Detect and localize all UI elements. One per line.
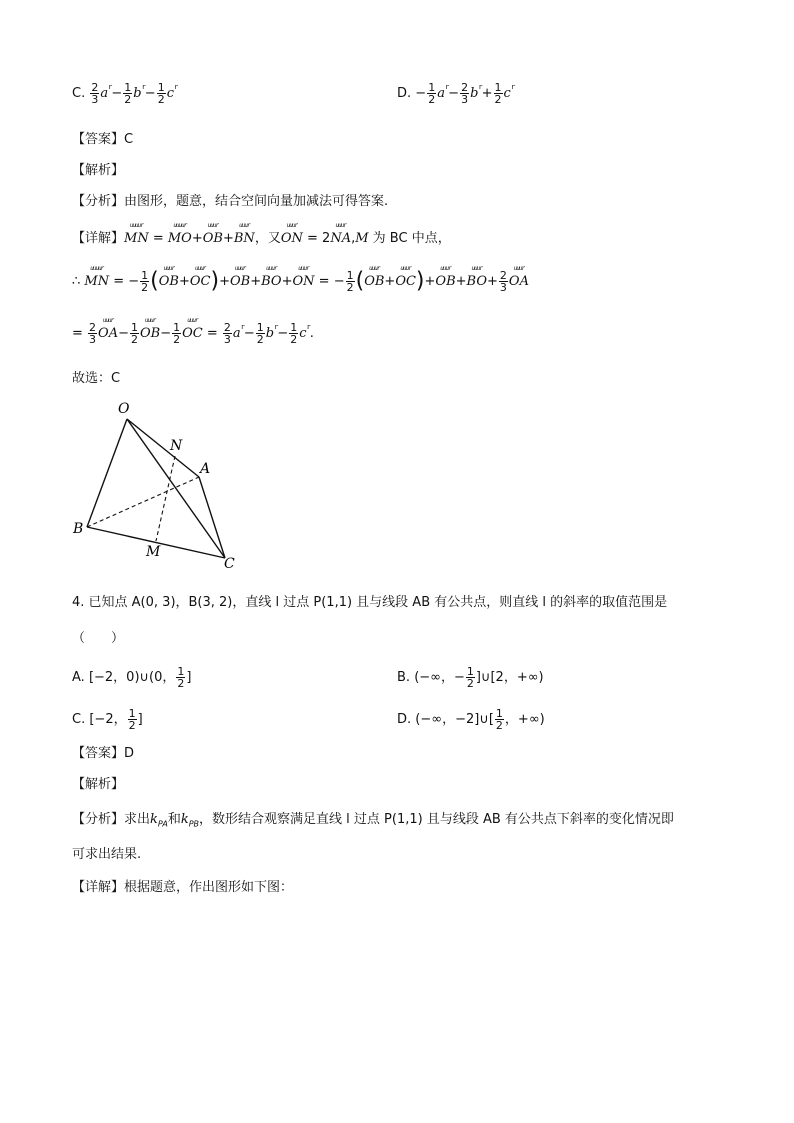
label-m: M [146,544,161,560]
q3-analysis-text: 由图形，题意，结合空间向量加减法可得答案. [124,194,389,209]
q4-option-d-den: 2 [495,719,503,732]
edge-ac [199,477,225,558]
q4-option-d-num: 1 [495,707,503,720]
q4-detail [72,879,293,897]
q4-option-c [72,708,143,731]
q4-answer: 【答案】D [72,746,135,761]
q3-detail-line1: 【详解】 uuuur MN = uuuur MO+ uuur OB+ uuur BN，又 uuur ON = 2 uuur NA,M 为 BC 中点， [72,222,451,246]
q3-detail-line3: = $\frac{2}{3}$ uuur OA− $\frac{1}{2}$ uuur OB− $\frac{1}{2}$ uuur OC = $\frac{2}{3}$ $a^r-$ $\frac{1}{2}$ $b^r-$ $\frac{1}{2}$ $c^r$. [72,317,314,346]
q4-option-c-pre: [−2， [89,712,127,727]
option-c-label: C. [72,86,86,101]
q4-analysis-line2: 可求出结果. [72,847,142,862]
q4-option-d-label: D. [397,712,412,727]
q3-analysis [72,193,388,211]
q4-option-d-pre: (−∞，−2]∪[ [415,712,494,727]
tetrahedron-figure [60,398,250,574]
q3-detail-mid: ，又 [254,231,281,246]
label-o: O [118,401,130,417]
edge-oa [127,419,199,477]
q4-analysis-heading: 【解析】 [72,777,125,792]
k-pb: k [180,812,189,827]
label-a: A [200,461,211,477]
label-b: B [73,521,84,537]
q3-analysis-tag: 【分析】 [72,194,125,209]
label-c: C [224,556,235,572]
k-pb-sub: PB [188,819,200,829]
k-pa-sub: PA [157,819,168,829]
option-d-label: D. [397,86,412,101]
segment-mn-hidden [156,456,175,541]
edge-ob [87,419,127,527]
q4-detail-text: 根据题意，作出图形如下图： [124,880,294,895]
q4-analysis-b: ，数形结合观察满足直线 l 过点 P(1,1) 且与线段 AB 有公共点下斜率的变化情况即 [199,812,674,827]
option-c: C. $\frac{2}{3}$ $a^r-$ $\frac{1}{2}$ $b^r-$ $\frac{1}{2}$ $c^r$ [72,81,178,106]
q4-blank: （ ） [72,631,125,646]
option-d: D. − $\frac{1}{2}$ $a^r-$ $\frac{2}{3}$ $b^r+$ $\frac{1}{2}$ $c^r$ [397,81,515,106]
q4-option-c-post: ] [137,712,143,727]
q4-analysis-line1 [72,811,674,834]
q4-option-d-post: ，+∞) [504,712,545,727]
q4-option-c-den: 2 [128,719,136,732]
q4-and: 和 [167,812,181,827]
q3-analysis-heading: 【解析】 [72,163,125,178]
q4-option-d [397,708,545,731]
q4-option-b-num: 1 [466,665,474,678]
q3-detail-tag: 【详解】 [72,231,125,246]
q4-option-a-post: ] [186,670,192,685]
q4-option-b-post: ]∪[2，+∞) [475,670,544,685]
q4-option-c-num: 1 [128,707,136,720]
q4-analysis-tag: 【分析】 [72,812,125,827]
q4-option-a-pre: [−2，0)∪(0， [88,670,176,685]
q4-option-b-den: 2 [466,677,474,690]
q4-detail-tag: 【详解】 [72,880,125,895]
q4-option-a-den: 2 [177,677,185,690]
q4-option-b [397,666,544,689]
q4-option-a-label: A. [72,670,85,685]
q4-option-b-label: B. [397,670,411,685]
q3-detail-line2: ∴ uuuur MN = − $\frac{1}{2}$ ( uuur OB+ uuur OC)+ uuur OB+ uuur BO+ uuur ON = − $\frac{1}{2}$ ( uuur OB+ uuur OC)+ uuur OB+ uuur BO+ $\frac{2}{3}$ uuur OA [72,265,529,294]
q3-detail-tail: 为 BC 中点， [372,231,451,246]
q4-option-b-pre: (−∞，− [414,670,465,685]
q4-option-c-label: C. [72,712,86,727]
therefore-symbol: ∴ [72,274,81,289]
label-n: N [170,438,183,454]
k-pa: k [150,812,158,827]
edge-ba-hidden [87,477,199,527]
q4-option-a [72,666,191,689]
q4-stem: 4. 已知点 A(0, 3)，B(3, 2)，直线 l 过点 P(1,1) 且与线段 AB 有公共点，则直线 l 的斜率的取值范围是 [72,595,668,610]
q3-answer: 【答案】C [72,132,134,147]
q4-analysis-a: 求出 [124,812,151,827]
q4-option-a-num: 1 [177,665,185,678]
q3-choose: 故选：C [72,371,121,386]
